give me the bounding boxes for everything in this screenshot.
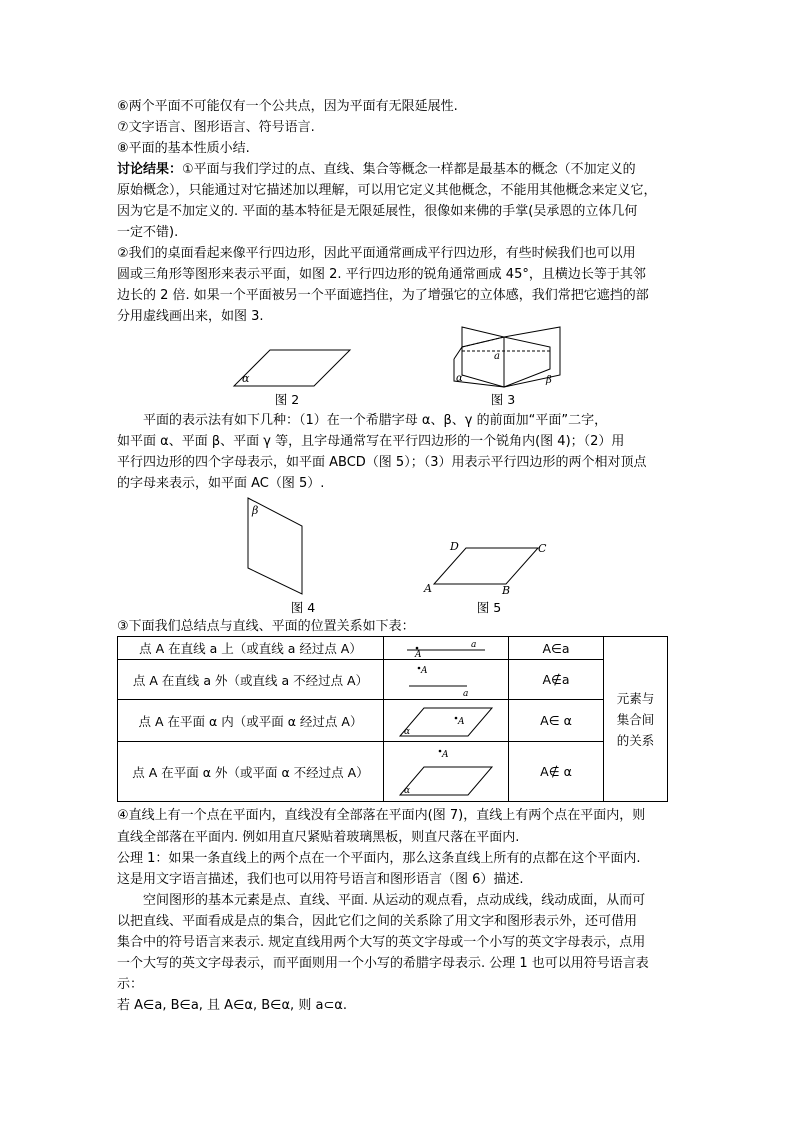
svg-text:A: A [442, 749, 449, 760]
figure-4-plane-beta [246, 496, 304, 596]
table-row [118, 637, 668, 660]
point-off-plane-diagram [396, 745, 496, 799]
text-line: 以把直线、平面看成是点的集合，因此它们之间的关系除了用文字和图形表示外，还可借用 [117, 914, 638, 929]
row-diagram [384, 637, 509, 660]
text-line: 一定不错). [117, 225, 179, 240]
text-line: 因为它是不加定义的. 平面的基本特征是无限延展性，很像如来佛的手掌(吴承恩的立体几何 [117, 204, 638, 219]
text-line: ⑧平面的基本性质小结. [117, 141, 250, 156]
text-line: ④直线上有一个点在平面内，直线没有全部落在平面内(图 7)，直线上有两个点在平面内，则 [117, 808, 646, 823]
text-line: 集合中的符号语言来表示. 规定直线用两个大写的英文字母或一个小写的英文字母表示，点用 [117, 935, 646, 950]
row-diagram [384, 742, 509, 802]
text-line: 直线全部落在平面内. 例如用直尺紧贴着玻璃黑板，则直尺落在平面内. [117, 830, 520, 845]
fig3-a-label: a [494, 351, 500, 362]
point-in-plane-diagram [396, 702, 496, 740]
figure-2-caption: 图 2 [274, 392, 300, 407]
discussion-text: ①平面与我们学过的点、直线、集合等概念一样都是最基本的概念（不加定义的 [182, 162, 636, 177]
row-description: 点 A 在直线 a 上（或直线 a 经过点 A） [118, 637, 384, 660]
text-line: 边长的 2 倍. 如果一个平面被另一个平面遮挡住，为了增强它的立体感，我们常把它遮挡的部 [117, 288, 649, 303]
discussion-line [117, 160, 683, 180]
row-symbol: A∉a [509, 660, 604, 700]
fig5-label-A: A [424, 582, 432, 595]
fig3-alpha-label: α [456, 373, 463, 384]
table-row [118, 660, 668, 700]
text-line: ⑦文字语言、图形语言、符号语言. [117, 120, 315, 135]
text-line: ⑥两个平面不可能仅有一个公共点，因为平面有无限延展性. [117, 99, 458, 114]
svg-text:A: A [415, 650, 422, 658]
text-line: 一个大写的英文字母表示，而平面则用一个小写的希腊字母表示. 公理 1 也可以用符号语言表 [117, 956, 649, 971]
row-description: 点 A 在平面 α 外（或平面 α 不经过点 A） [118, 742, 384, 802]
row-description: 点 A 在平面 α 内（或平面 α 经过点 A） [118, 700, 384, 742]
text-line: 的字母来表示，如平面 AC（图 5）. [117, 476, 325, 491]
svg-text:α: α [404, 785, 411, 796]
text-line: 原始概念），只能通过对它描述加以理解，可以用它定义其他概念，不能用其他概念来定义它， [117, 183, 657, 198]
row-symbol: A∈a [509, 637, 604, 660]
fig3-beta-label: β [546, 375, 552, 386]
point-off-line-diagram [401, 662, 491, 698]
discussion-heading: 讨论结果： [117, 162, 183, 177]
text-line: 圆或三角形等图形来表示平面，如图 2. 平行四边形的锐角通常画成 45°，且横边长等于其邻 [117, 267, 646, 282]
text-line: 空间图形的基本元素是点、直线、平面. 从运动的观点看，点动成线，线动成面，从而可 [143, 893, 646, 908]
fig5-label-B: B [502, 584, 511, 597]
row-diagram [384, 660, 509, 700]
text-line: ②我们的桌面看起来像平行四边形，因此平面通常画成平行四边形，有些时候我们也可以用 [117, 246, 636, 261]
table-intro: ③下面我们总结点与直线、平面的位置关系如下表： [117, 619, 415, 634]
row-symbol: A∈ α [509, 700, 604, 742]
text-line: 如平面 α、平面 β、平面 γ 等，且字母通常写在平行四边形的一个锐角内(图 4)；（2）用 [117, 434, 625, 449]
text-line: 分用虚线画出来，如图 3. [117, 309, 264, 324]
figure-3-caption: 图 3 [490, 392, 516, 407]
svg-text:a: a [463, 688, 469, 698]
position-relation-table [117, 636, 668, 802]
point-on-line-diagram [401, 638, 491, 658]
row-symbol: A∉ α [509, 742, 604, 802]
relation-cell: 元素与 集合间 的关系 [604, 637, 668, 802]
figure-5-plane-abcd [422, 538, 552, 596]
text-line: 公理 1：如果一条直线上的两个点在一个平面内，那么这条直线上所有的点都在这个平面内. [117, 851, 641, 866]
svg-text:A: A [421, 665, 428, 676]
row-diagram [384, 700, 509, 742]
text-line: 示： [117, 977, 144, 992]
figure-2-plane [232, 346, 352, 388]
text-line: 这是用文字语言描述，我们也可以用符号语言和图形语言（图 6）描述. [117, 872, 524, 887]
text-line: 平行四边形的四个字母表示，如平面 ABCD（图 5）；（3）用表示平行四边形的两个相对顶点 [117, 455, 647, 470]
fig4-beta-label: β [252, 504, 259, 517]
figure-5-caption: 图 5 [476, 600, 502, 615]
figure-4-caption: 图 4 [290, 600, 316, 615]
text-line: 若 A∈a, B∈a, 且 A∈α, B∈α, 则 a⊂α. [117, 998, 348, 1013]
fig5-label-D: D [450, 540, 459, 553]
svg-text:α: α [404, 726, 411, 737]
table-row [118, 742, 668, 802]
table-row [118, 700, 668, 742]
svg-text:A: A [458, 716, 465, 727]
fig2-alpha-label: α [242, 372, 250, 385]
row-description: 点 A 在直线 a 外（或直线 a 不经过点 A） [118, 660, 384, 700]
text-line: 平面的表示法有如下几种：（1）在一个希腊字母 α、β、γ 的前面加“平面”二字， [143, 413, 608, 428]
figure-3-intersecting-planes [452, 325, 564, 389]
svg-text:a: a [471, 640, 477, 650]
fig5-label-C: C [538, 542, 547, 555]
